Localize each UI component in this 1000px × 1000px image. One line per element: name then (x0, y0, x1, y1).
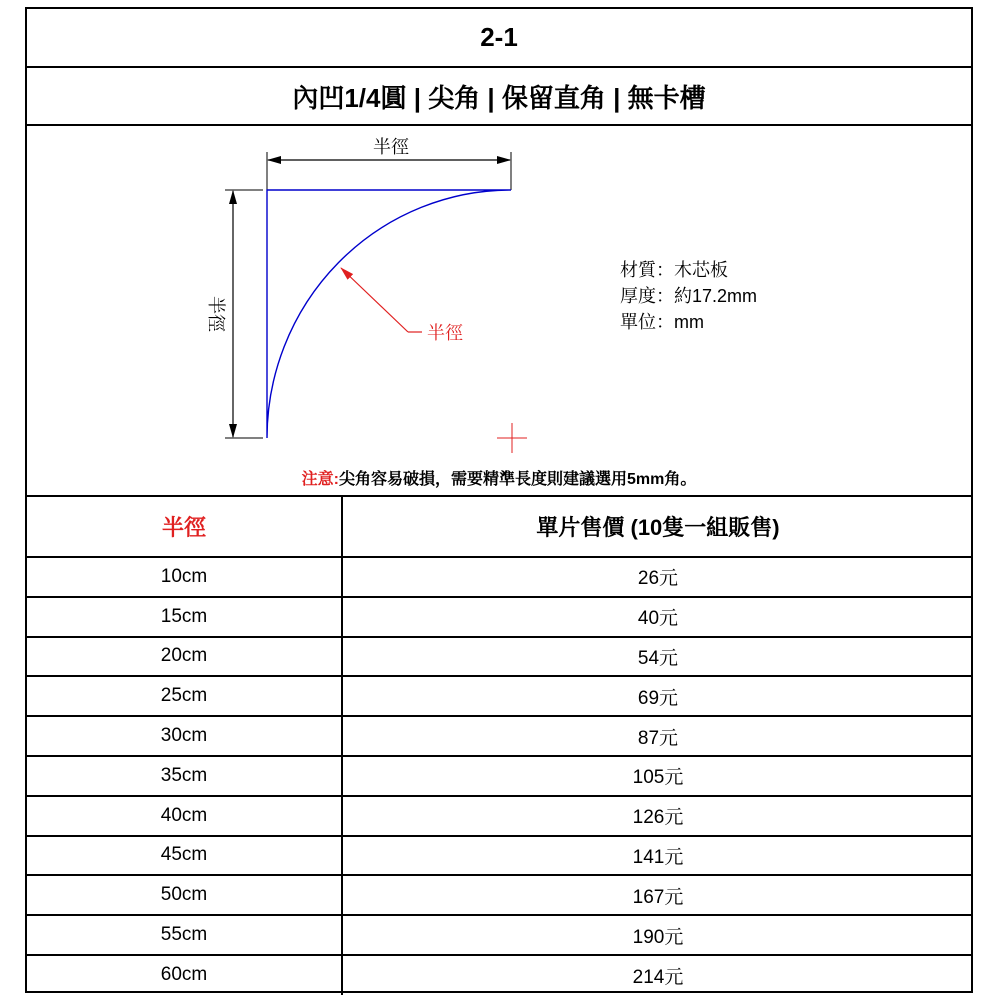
radius-cell: 60cm (27, 955, 342, 995)
table-row (27, 716, 973, 756)
radius-callout-arrow (341, 268, 408, 332)
price-cell: 69元 (342, 676, 973, 716)
spec-thickness: 厚度：約17.2mm (620, 286, 758, 306)
price-cell: 40元 (342, 597, 973, 637)
radius-cell: 25cm (27, 676, 342, 716)
table-row (27, 597, 973, 637)
spec-unit: 單位：mm (620, 312, 704, 332)
header-radius: 半徑 (27, 497, 342, 557)
radius-cell: 50cm (27, 875, 342, 915)
radius-cell: 15cm (27, 597, 342, 637)
radius-cell: 35cm (27, 756, 342, 796)
product-subtitle: 內凹1/4圓 | 尖角 | 保留直角 | 無卡槽 (27, 68, 971, 126)
price-cell: 126元 (342, 796, 973, 836)
product-sheet (25, 7, 973, 993)
top-dimension-label: 半徑 (373, 137, 409, 157)
price-cell: 87元 (342, 716, 973, 756)
price-cell: 105元 (342, 756, 973, 796)
price-cell: 26元 (342, 557, 973, 597)
radius-cell: 45cm (27, 836, 342, 876)
spec-material: 材質：木芯板 (620, 260, 728, 280)
table-row (27, 756, 973, 796)
side-dimension-label: 半徑 (206, 296, 226, 332)
radius-cell: 10cm (27, 557, 342, 597)
table-row (27, 637, 973, 677)
price-table-header (27, 497, 973, 557)
table-row (27, 676, 973, 716)
price-table (27, 497, 973, 995)
notice (27, 466, 971, 489)
table-row (27, 557, 973, 597)
price-cell: 141元 (342, 836, 973, 876)
price-cell: 190元 (342, 915, 973, 955)
radius-cell: 55cm (27, 915, 342, 955)
table-row (27, 915, 973, 955)
diagram-area (27, 126, 971, 497)
price-cell: 54元 (342, 637, 973, 677)
radius-callout-label: 半徑 (427, 323, 463, 343)
profile-diagram (27, 126, 973, 495)
notice-label: 注意: (301, 471, 339, 488)
table-row (27, 875, 973, 915)
radius-cell: 20cm (27, 637, 342, 677)
spec-list (620, 257, 757, 335)
price-cell: 167元 (342, 875, 973, 915)
header-unit-price: 單片售價 (10隻一組販售) (342, 497, 973, 557)
table-row (27, 955, 973, 995)
table-row (27, 836, 973, 876)
radius-cell: 30cm (27, 716, 342, 756)
radius-cell: 40cm (27, 796, 342, 836)
table-row (27, 796, 973, 836)
notice-text: 尖角容易破損，需要精準長度則建議選用5mm角。 (338, 471, 697, 488)
price-cell: 214元 (632, 966, 684, 988)
product-code: 2-1 (27, 9, 971, 68)
